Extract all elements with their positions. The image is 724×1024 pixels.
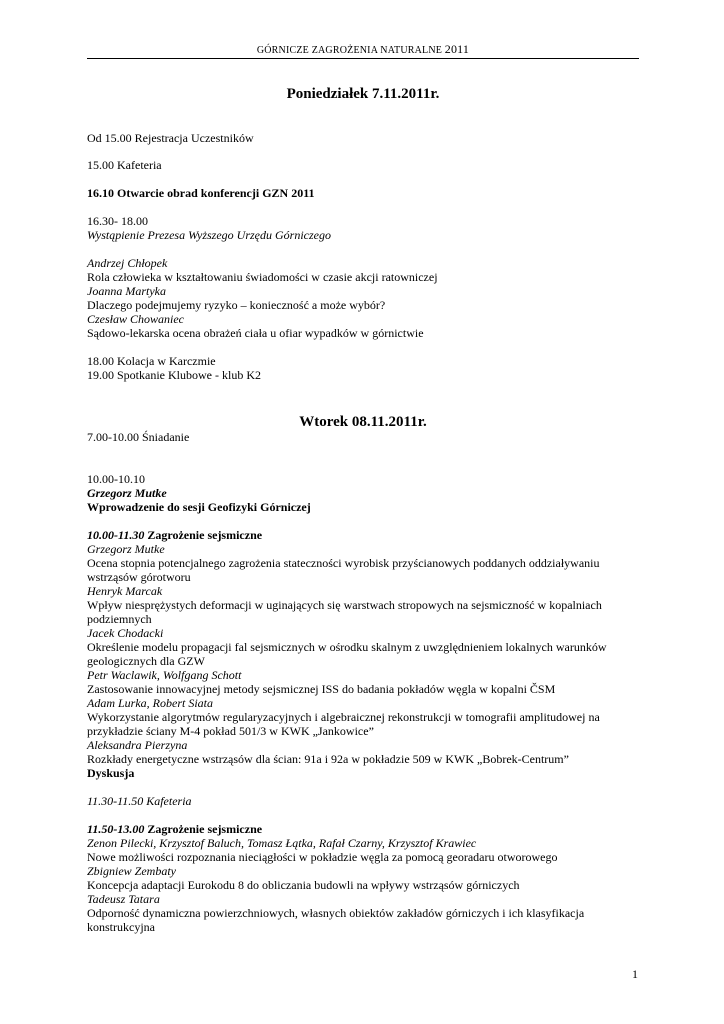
talk-author: Zenon Pilecki, Krzysztof Baluch, Tomasz Łątka, Rafał Czarny, Krzysztof Krawiec — [87, 836, 477, 850]
session2-heading — [87, 822, 262, 836]
dinner-line: 18.00 Kolacja w Karczmie — [87, 354, 216, 368]
talk-title: Sądowo-lekarska ocena obrażeń ciała u ofiar wypadków w górnictwie — [87, 326, 424, 340]
intro-time: 10.00-10.10 — [87, 472, 145, 486]
talk-title: Wpływ niesprężystych deformacji w uginających się warstwach stropowych na sejsmiczność w kopalniach — [87, 598, 602, 612]
talk-title: Rozkłady energetyczne wstrząsów dla ścian: 91a i 92a w pokładzie 509 w KWK „Bobrek-Centrum” — [87, 752, 569, 766]
session1-heading — [87, 528, 262, 542]
talk-author: Joanna Martyka — [87, 284, 166, 298]
running-header — [87, 42, 639, 57]
session1-time: 10.00-11.30 — [87, 528, 145, 542]
day1-title: Poniedziałek 7.11.2011r. — [286, 86, 440, 102]
break-line: 11.30-11.50 Kafeteria — [87, 794, 192, 808]
club-line: 19.00 Spotkanie Klubowe - klub K2 — [87, 368, 261, 382]
talk-title: geologicznych dla GZW — [87, 654, 205, 668]
talk-title: Odporność dynamiczna powierzchniowych, własnych obiektów zakładów górniczych i ich klasyfikacja — [87, 906, 585, 920]
intro-author: Grzegorz Mutke — [87, 486, 167, 500]
opening-line: 16.10 Otwarcie obrad konferencji GZN 2011 — [87, 186, 315, 200]
discussion-label: Dyskusja — [87, 766, 135, 780]
talk-title: przykładzie ściany M-4 pokład 501/3 w KWK „Jankowice” — [87, 724, 374, 738]
talk-title: Zastosowanie innowacyjnej metody sejsmicznej ISS do badania pokładów węgla w kopalni ČSM — [87, 682, 556, 696]
talk-author: Zbigniew Zembaty — [87, 864, 176, 878]
intro-title: Wprowadzenie do sesji Geofizyki Górniczej — [87, 500, 311, 514]
cafe-line: 15.00 Kafeteria — [87, 158, 162, 172]
talk-author: Petr Waclawik, Wolfgang Schott — [87, 668, 242, 682]
talk-author: Aleksandra Pierzyna — [87, 738, 188, 752]
talk-author: Adam Lurka, Robert Siata — [87, 696, 213, 710]
talk-author: Andrzej Chłopek — [87, 256, 168, 270]
header-rule — [87, 58, 639, 59]
talk-author: Grzegorz Mutke — [87, 542, 165, 556]
header-year: 2011 — [444, 42, 470, 56]
session-time: 16.30- 18.00 — [87, 214, 148, 228]
talk-title: Koncepcja adaptacji Eurokodu 8 do obliczania budowli na wpływy wstrząsów górniczych — [87, 878, 520, 892]
talk-title: Rola człowieka w kształtowaniu świadomości w czasie akcji ratowniczej — [87, 270, 438, 284]
session2-time: 11.50-13.00 — [87, 822, 145, 836]
talk-author: Czesław Chowaniec — [87, 312, 185, 326]
page-number: 1 — [632, 967, 638, 981]
talk-title: Wykorzystanie algorytmów regularyzacyjnych i algebraicznej rekonstrukcji w tomografii amplitudowej na — [87, 710, 600, 724]
talk-author: Henryk Marcak — [87, 584, 163, 598]
session1-name: Zagrożenie sejsmiczne — [144, 528, 263, 542]
talk-title: Ocena stopnia potencjalnego zagrożenia stateczności wyrobisk przyścianowych poddanych oddziaływaniu — [87, 556, 600, 570]
header-text: GÓRNICZE ZAGROŻENIA NATURALNE — [256, 45, 443, 56]
registration-line: Od 15.00 Rejestracja Uczestników — [87, 131, 254, 145]
talk-title: podziemnych — [87, 612, 152, 626]
talk-title: Dlaczego podejmujemy ryzyko – konieczność a może wybór? — [87, 298, 386, 312]
talk-title: konstrukcyjna — [87, 920, 155, 934]
talk-title: Określenie modelu propagacji fal sejsmicznych w ośrodku skalnym z uwzględnieniem lokalnych warunków — [87, 640, 607, 654]
day2-title: Wtorek 08.11.2011r. — [299, 414, 427, 430]
talk-title: Nowe możliwości rozpoznania nieciągłości w pokładzie węgla za pomocą georadaru otworowego — [87, 850, 558, 864]
talk-title: wstrząsów górotworu — [87, 570, 191, 584]
breakfast-line: 7.00-10.00 Śniadanie — [87, 430, 190, 444]
president-speech: Wystąpienie Prezesa Wyższego Urzędu Górniczego — [87, 228, 331, 242]
talk-author: Jacek Chodacki — [87, 626, 164, 640]
talk-author: Tadeusz Tatara — [87, 892, 160, 906]
session2-name: Zagrożenie sejsmiczne — [144, 822, 263, 836]
